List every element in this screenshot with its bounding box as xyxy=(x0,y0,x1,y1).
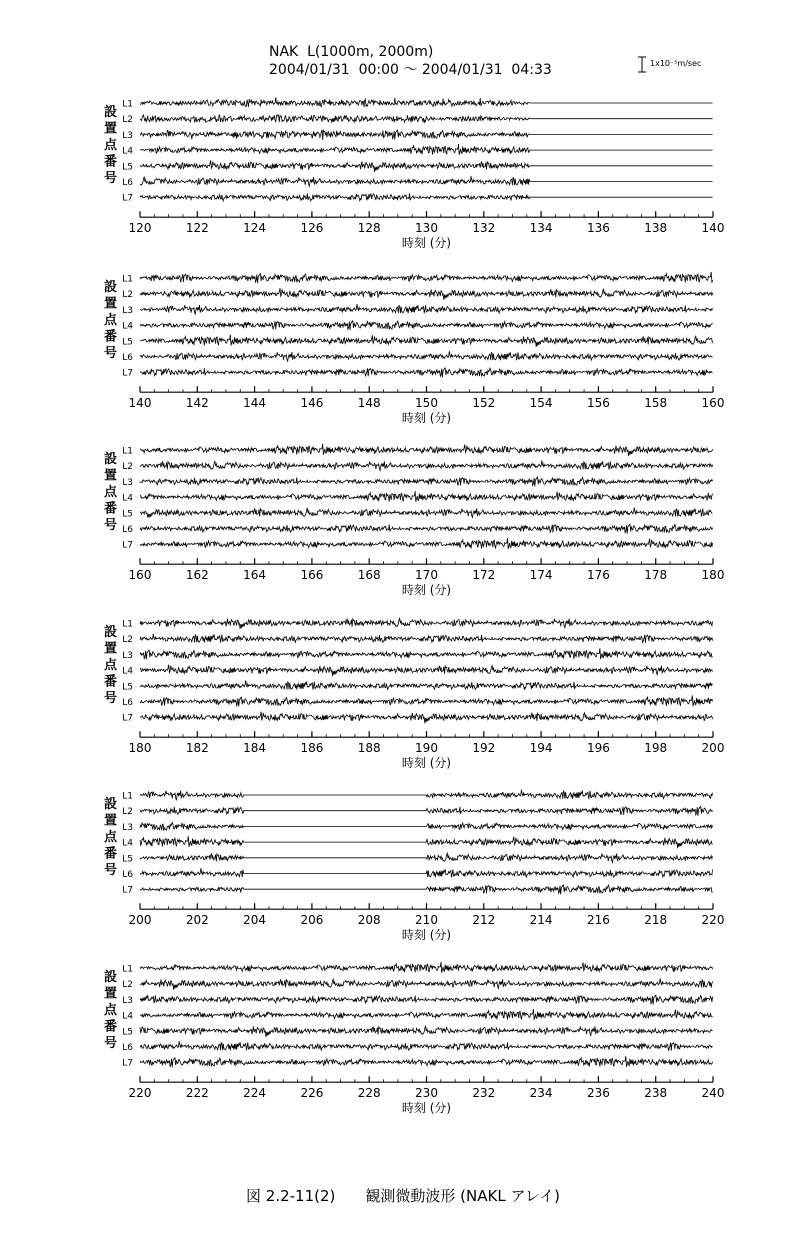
x-axis-label: 時刻 (分) xyxy=(401,583,452,598)
trace-label-l3: L3 xyxy=(122,822,133,833)
x-tick-label: 224 xyxy=(243,1086,267,1101)
trace-label-l2: L2 xyxy=(122,290,133,301)
trace-label-l1: L1 xyxy=(122,619,133,630)
x-tick-label: 220 xyxy=(128,1086,152,1101)
x-tick-label: 226 xyxy=(300,1086,324,1101)
trace-label-l6: L6 xyxy=(122,178,133,188)
ylabel-char: 設 xyxy=(104,280,118,295)
waveform-l6 xyxy=(140,351,713,361)
waveform-l3 xyxy=(140,477,713,486)
trace-label-l2: L2 xyxy=(122,462,133,473)
x-tick-label: 140 xyxy=(701,221,725,236)
ylabel-char: 号 xyxy=(104,863,118,878)
trace-label-l7: L7 xyxy=(122,540,133,551)
ylabel-char: 置 xyxy=(104,468,118,484)
waveform-l4 xyxy=(140,836,713,848)
ylabel-char: 置 xyxy=(104,296,118,312)
x-tick-label: 180 xyxy=(128,741,152,756)
x-tick-label: 168 xyxy=(357,568,381,583)
x-tick-label: 182 xyxy=(185,741,209,756)
ylabel-char: 号 xyxy=(104,171,118,186)
x-tick-label: 124 xyxy=(243,221,267,236)
x-tick-label: 134 xyxy=(529,221,553,236)
ylabel-char: 設 xyxy=(104,797,118,812)
waveform-l4 xyxy=(140,665,713,677)
trace-label-l2: L2 xyxy=(122,980,133,991)
trace-label-l3: L3 xyxy=(122,650,133,661)
waveform-l6 xyxy=(140,868,713,877)
trace-label-l4: L4 xyxy=(122,321,133,332)
trace-label-l7: L7 xyxy=(122,368,133,379)
x-tick-label: 236 xyxy=(586,1086,610,1101)
x-tick-label: 222 xyxy=(185,1086,209,1101)
x-tick-label: 174 xyxy=(529,568,553,583)
x-tick-label: 198 xyxy=(644,741,668,756)
panel-2 xyxy=(104,272,724,425)
trace-label-l4: L4 xyxy=(122,666,133,677)
waveform-l7 xyxy=(140,885,713,894)
trace-label-l4: L4 xyxy=(122,838,133,849)
waveform-l2 xyxy=(140,115,713,123)
x-tick-label: 176 xyxy=(586,568,610,583)
ylabel-char: 番 xyxy=(104,329,118,345)
trace-label-l7: L7 xyxy=(122,713,133,724)
waveform-l4 xyxy=(140,321,713,330)
ylabel-char: 番 xyxy=(104,154,118,170)
waveform-l3 xyxy=(140,995,713,1004)
waveform-l7 xyxy=(140,538,713,549)
panel-5 xyxy=(104,790,724,943)
trace-label-l2: L2 xyxy=(122,115,133,126)
x-tick-label: 122 xyxy=(185,221,209,236)
x-tick-label: 210 xyxy=(415,913,438,928)
ylabel-char: 点 xyxy=(104,1003,118,1018)
ylabel-char: 号 xyxy=(104,1036,118,1051)
waveform-l5 xyxy=(140,853,713,862)
x-tick-label: 144 xyxy=(243,396,267,411)
waveform-l6 xyxy=(140,695,713,706)
x-tick-label: 200 xyxy=(701,741,725,756)
trace-label-l5: L5 xyxy=(122,682,133,693)
waveform-l2 xyxy=(140,806,713,815)
trace-label-l7: L7 xyxy=(122,885,133,896)
waveform-l5 xyxy=(140,508,713,518)
x-tick-label: 196 xyxy=(586,741,610,756)
trace-label-l5: L5 xyxy=(122,1027,133,1038)
amplitude-scale-label: 1x10⁻⁵m/sec xyxy=(650,59,702,68)
x-tick-label: 120 xyxy=(128,221,152,236)
figure-title: 観測微動波形 (NAKL アレイ) xyxy=(365,1187,560,1205)
waveform-l5 xyxy=(140,335,713,347)
trace-label-l6: L6 xyxy=(122,1043,133,1053)
x-tick-label: 140 xyxy=(128,396,152,411)
trace-label-l6: L6 xyxy=(122,698,133,708)
ylabel-char: 番 xyxy=(104,674,118,690)
trace-label-l4: L4 xyxy=(122,146,133,157)
x-axis-label: 時刻 (分) xyxy=(401,236,452,251)
x-tick-label: 154 xyxy=(529,396,553,411)
ylabel-char: 置 xyxy=(104,641,118,657)
trace-label-l1: L1 xyxy=(122,274,133,285)
trace-label-l5: L5 xyxy=(122,337,133,348)
trace-label-l6: L6 xyxy=(122,353,133,363)
ylabel-char: 番 xyxy=(104,501,118,517)
time-period: 2004/01/31 00:00 ～ 2004/01/31 04:33 xyxy=(269,62,552,78)
ylabel-char: 号 xyxy=(104,518,118,533)
x-axis-label: 時刻 (分) xyxy=(401,928,452,943)
x-tick-label: 188 xyxy=(357,741,381,756)
panel-4 xyxy=(104,619,724,771)
waveform-l7 xyxy=(140,368,713,377)
trace-label-l1: L1 xyxy=(122,99,133,110)
waveform-l1 xyxy=(140,790,713,800)
x-tick-label: 202 xyxy=(185,913,209,928)
waveform-l2 xyxy=(140,288,713,300)
x-tick-label: 146 xyxy=(300,396,324,411)
x-tick-label: 148 xyxy=(357,396,381,411)
x-tick-label: 216 xyxy=(586,913,610,928)
x-tick-label: 220 xyxy=(701,913,725,928)
waveform-l4 xyxy=(140,144,713,155)
trace-label-l1: L1 xyxy=(122,446,133,457)
x-tick-label: 156 xyxy=(586,396,610,411)
x-tick-label: 234 xyxy=(529,1086,553,1101)
ylabel-char: 設 xyxy=(104,105,118,120)
trace-label-l5: L5 xyxy=(122,854,133,865)
waveform-l5 xyxy=(140,681,713,690)
x-tick-label: 228 xyxy=(357,1086,381,1101)
ylabel-char: 設 xyxy=(104,452,118,467)
x-tick-label: 160 xyxy=(128,568,152,583)
trace-label-l6: L6 xyxy=(122,870,133,880)
waveform-l3 xyxy=(140,648,713,659)
trace-label-l4: L4 xyxy=(122,493,133,504)
trace-label-l7: L7 xyxy=(122,193,133,204)
waveform-l3 xyxy=(140,822,713,830)
trace-label-l3: L3 xyxy=(122,130,133,141)
trace-label-l1: L1 xyxy=(122,964,133,975)
x-tick-label: 230 xyxy=(415,1086,438,1101)
waveform-l1 xyxy=(140,619,713,630)
trace-label-l2: L2 xyxy=(122,807,133,818)
waveform-l6 xyxy=(140,1041,713,1051)
x-tick-label: 206 xyxy=(300,913,324,928)
trace-label-l5: L5 xyxy=(122,509,133,520)
x-tick-label: 132 xyxy=(472,221,496,236)
waveform-l1 xyxy=(140,97,713,107)
figure-caption xyxy=(0,1185,806,1206)
ylabel-char: 点 xyxy=(104,485,118,500)
x-tick-label: 184 xyxy=(243,741,267,756)
waveform-l2 xyxy=(140,460,713,470)
ylabel-char: 点 xyxy=(104,658,118,673)
x-tick-label: 238 xyxy=(644,1086,668,1101)
waveform-l6 xyxy=(140,176,713,186)
waveform-l5 xyxy=(140,160,713,172)
x-tick-label: 214 xyxy=(529,913,553,928)
x-tick-label: 136 xyxy=(586,221,610,236)
station-title: NAK L(1000m, 2000m) xyxy=(269,44,434,60)
waveform-l3 xyxy=(140,130,713,140)
x-tick-label: 212 xyxy=(472,913,496,928)
x-tick-label: 142 xyxy=(185,396,209,411)
ylabel-char: 点 xyxy=(104,830,118,845)
x-tick-label: 178 xyxy=(644,568,668,583)
panel-6 xyxy=(104,962,724,1115)
x-axis-label: 時刻 (分) xyxy=(401,756,452,771)
figure-number: 図 2.2-11(2) xyxy=(246,1187,336,1205)
ylabel-char: 設 xyxy=(104,970,118,985)
x-tick-label: 218 xyxy=(644,913,668,928)
ylabel-char: 号 xyxy=(104,691,118,706)
x-axis-label: 時刻 (分) xyxy=(401,1101,452,1116)
ylabel-char: 置 xyxy=(104,813,118,829)
ylabel-char: 号 xyxy=(104,346,118,361)
waveform-l7 xyxy=(140,1056,713,1067)
x-tick-label: 180 xyxy=(701,568,725,583)
waveform-l4 xyxy=(140,491,713,502)
trace-label-l6: L6 xyxy=(122,525,133,535)
waveform-l6 xyxy=(140,524,713,533)
x-tick-label: 172 xyxy=(472,568,496,583)
trace-label-l7: L7 xyxy=(122,1058,133,1069)
x-tick-label: 162 xyxy=(185,568,209,583)
x-tick-label: 192 xyxy=(472,741,496,756)
ylabel-char: 設 xyxy=(104,625,118,640)
trace-label-l3: L3 xyxy=(122,477,133,488)
x-tick-label: 190 xyxy=(415,741,438,756)
trace-label-l2: L2 xyxy=(122,635,133,646)
x-tick-label: 166 xyxy=(300,568,324,583)
waveform-l7 xyxy=(140,193,713,201)
x-tick-label: 158 xyxy=(644,396,668,411)
waveform-l4 xyxy=(140,1009,713,1020)
waveform-l2 xyxy=(140,978,713,989)
ylabel-char: 点 xyxy=(104,313,118,328)
ylabel-char: 点 xyxy=(104,138,118,153)
x-tick-label: 160 xyxy=(701,396,725,411)
x-axis-label: 時刻 (分) xyxy=(401,411,452,426)
x-tick-label: 138 xyxy=(644,221,668,236)
trace-label-l3: L3 xyxy=(122,995,133,1006)
x-tick-label: 152 xyxy=(472,396,496,411)
waveform-l1 xyxy=(140,272,713,283)
ylabel-char: 番 xyxy=(104,846,118,862)
x-tick-label: 204 xyxy=(243,913,267,928)
x-tick-label: 150 xyxy=(415,396,438,411)
ylabel-char: 置 xyxy=(104,986,118,1002)
x-tick-label: 126 xyxy=(300,221,324,236)
ylabel-char: 番 xyxy=(104,1019,118,1035)
panel-1 xyxy=(104,97,724,250)
x-tick-label: 170 xyxy=(415,568,438,583)
trace-label-l1: L1 xyxy=(122,791,133,802)
x-tick-label: 186 xyxy=(300,741,324,756)
panel-3 xyxy=(104,444,724,597)
waveform-l3 xyxy=(140,304,713,314)
x-tick-label: 240 xyxy=(701,1086,725,1101)
waveform-l1 xyxy=(140,962,713,973)
x-tick-label: 200 xyxy=(128,913,152,928)
trace-label-l5: L5 xyxy=(122,162,133,173)
ylabel-char: 置 xyxy=(104,121,118,137)
waveform-l7 xyxy=(140,712,713,724)
waveform-l1 xyxy=(140,444,713,456)
waveform-l2 xyxy=(140,634,713,643)
waveform-l5 xyxy=(140,1026,713,1037)
x-tick-label: 232 xyxy=(472,1086,496,1101)
trace-label-l3: L3 xyxy=(122,305,133,316)
trace-label-l4: L4 xyxy=(122,1011,133,1022)
x-tick-label: 128 xyxy=(357,221,381,236)
x-tick-label: 194 xyxy=(529,741,553,756)
x-tick-label: 130 xyxy=(415,221,438,236)
x-tick-label: 164 xyxy=(243,568,267,583)
x-tick-label: 208 xyxy=(357,913,381,928)
